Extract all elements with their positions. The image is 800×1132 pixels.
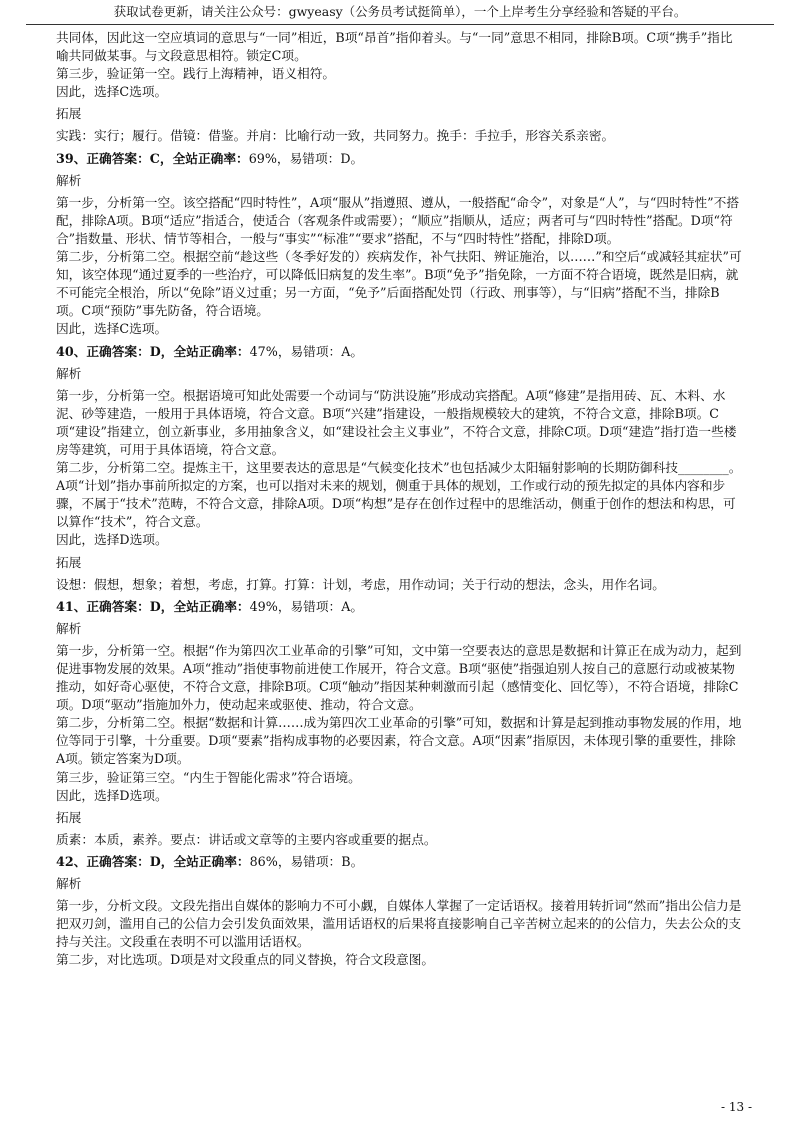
accuracy-rate: 47%: [249, 343, 278, 359]
page-number: - 13 -: [720, 1100, 752, 1114]
accuracy-rate: 49%: [249, 598, 278, 614]
document-body: [0, 25, 800, 970]
section-label: 拓展: [56, 809, 82, 825]
paragraph: 因此，选择D选项。: [56, 532, 168, 548]
paragraph: 第一步，分析第一空。该空搭配“四时特性”，A项“服从”指遵照、遵从，一般搭配“命令”，对象是“人”，与“四时特性”不搭配，排除A项。B项“适应”指适合，使适合（客观条件或需要）；“顺应”指顺从，适应；两者可与“四时特性”搭配。D项“符合”指数量、形状、情节等相合，一般与“事实”“标准”“要求”搭配，不与“四时特性”搭配，排除D项。: [56, 194, 740, 246]
section-label: 解析: [56, 365, 82, 381]
answer-line: [56, 150, 744, 168]
answer-label: 正确答案：C，全站正确率：: [86, 150, 249, 166]
error-option: ，易错项：B。: [277, 853, 364, 869]
paragraph: 因此，选择C选项。: [56, 321, 168, 337]
section-label: 拓展: [56, 106, 82, 122]
question-number: 41、: [56, 598, 87, 614]
accuracy-rate: 69%: [248, 150, 277, 166]
paragraph: 质素：本质，素养。要点：讲话或文章等的主要内容或重要的据点。: [56, 831, 437, 847]
paragraph: 因此，选择C选项。: [56, 84, 168, 100]
paragraph: 实践：实行；履行。借镜：借鉴。并肩：比喻行动一致，共同努力。挽手：手拉手，形容关系亲密。: [56, 128, 615, 144]
paragraph: 第一步，分析第一空。根据语境可知此处需要一个动词与“防洪设施”形成动宾搭配。A项“修建”是指用砖、瓦、木料、水泥、砂等建造，一般用于具体语境，符合文意。B项“兴建”指建设，一般指规模较大的建筑，不符合文意，排除B项。C项“建设”指建立，创立新事业，多用抽象含义，如“建设社会主义事业”，不符合文意，排除C项。D项“建造”指打造一些楼房等建筑，可用于具体语境，符合文意。: [56, 387, 737, 457]
question-number: 42、: [56, 853, 87, 869]
paragraph: 第二步，分析第二空。根据空前“趁这些（冬季好发的）疾病发作，补气扶阳、辨证施治，以……”和空后“或减轻其症状”可知，该空体现“通过夏季的一些治疗，可以降低旧病复的发生率”。B项“免予”指免除，一方面不符合语境，既然是旧病，就不可能完全根治，所以“免除”语义过重；另一方面，“免予”后面搭配处罚（行政、刑事等），与“旧病”搭配不当，排除B项。C项“预防”事先防备，符合语境。: [56, 249, 742, 319]
section-label: 解析: [56, 172, 82, 188]
answer-label: 正确答案：D，全站正确率：: [86, 598, 250, 614]
paragraph: 第二步，分析第二空。根据“数据和计算……成为第四次工业革命的引擎”可知，数据和计算是起到推动事物发展的作用，地位等同于引擎，十分重要。D项“要素”指构成事物的必要因素，符合文意。A项“因素”指原因，未体现引擎的重要性，排除A项。锁定答案为D项。: [56, 715, 742, 767]
paragraph: 第一步，分析文段。文段先指出自媒体的影响力不可小觑，自媒体人掌握了一定话语权。接着用转折词“然而”指出公信力是把双刃剑，滥用自己的公信力会引发负面效果，滥用话语权的后果将直接影响自己辛苦树立起来的的公信力，失去公众的支持与关注。文段重在表明不可以滥用话语权。: [56, 898, 742, 950]
paragraph: 第二步，分析第二空。提炼主干，这里要表达的意思是“气候变化技术”也包括减少太阳辐射影响的长期防御科技________。A项“计划”指办事前所拟定的方案，也可以指对未来的规划，侧重于具体的规划，工作或行动的预先拟定的具体内容和步骤，不属于“技术”范畴，不符合文意，排除A项。D项“构想”是存在创作过程中的思维活动，侧重于创作的想法和构思，可以算作“技术”，符合文意。: [56, 460, 742, 530]
answer-line: [56, 598, 744, 616]
paragraph: 因此，选择D选项。: [56, 787, 168, 803]
question-number: 39、: [56, 150, 87, 166]
paragraph: 共同体，因此这一空应填词的意思与“一同”相近，B项“昂首”指仰着头。与“一同”意思不相同，排除B项。C项“携手”指比喻共同做某事。与文段意思相符。锁定C项。: [56, 30, 733, 64]
page-header: 获取试卷更新，请关注公众号：gwyeasy（公务员考试挺简单），一个上岸考生分享经验和答疑的平台。: [26, 0, 774, 25]
paragraph: 第三步，验证第一空。践行上海精神，语义相符。: [56, 66, 336, 82]
error-option: ，易错项：D。: [276, 150, 364, 166]
paragraph: 第一步，分析第一空。根据“作为第四次工业革命的引擎”可知，文中第一空要表达的意思是数据和计算正在成为动力，起到促进事物发展的效果。A项“推动”指使事物前进使工作展开，符合文意。B项“驱使”指强迫别人按自己的意愿行动或被某物推动，如好奇心驱使，不符合文意，排除B项。C项“触动”指因某种刺激而引起（感情变化、回忆等），不符合语境，排除C项。D项“驱动”指施加外力，使动起来或驱使、推动，符合文意。: [56, 642, 742, 713]
paragraph: 第三步，验证第三空。“内生于智能化需求”符合语境。: [56, 769, 361, 785]
section-label: 拓展: [56, 554, 82, 570]
error-option: ，易错项：A。: [277, 598, 364, 614]
answer-label: 正确答案：D，全站正确率：: [86, 343, 250, 359]
answer-line: [56, 343, 744, 361]
answer-label: 正确答案：D，全站正确率：: [86, 853, 250, 869]
paragraph: 设想：假想，想象；着想，考虑，打算。打算：计划，考虑，用作动词；关于行动的想法，念头，用作名词。: [56, 576, 665, 592]
question-number: 40、: [56, 343, 87, 359]
accuracy-rate: 86%: [249, 853, 278, 869]
answer-line: [56, 853, 744, 871]
paragraph: 第二步，对比选项。D项是对文段重点的同义替换，符合文段意图。: [56, 952, 435, 968]
error-option: ，易错项：A。: [277, 343, 364, 359]
section-label: 解析: [56, 620, 82, 636]
section-label: 解析: [56, 876, 82, 892]
